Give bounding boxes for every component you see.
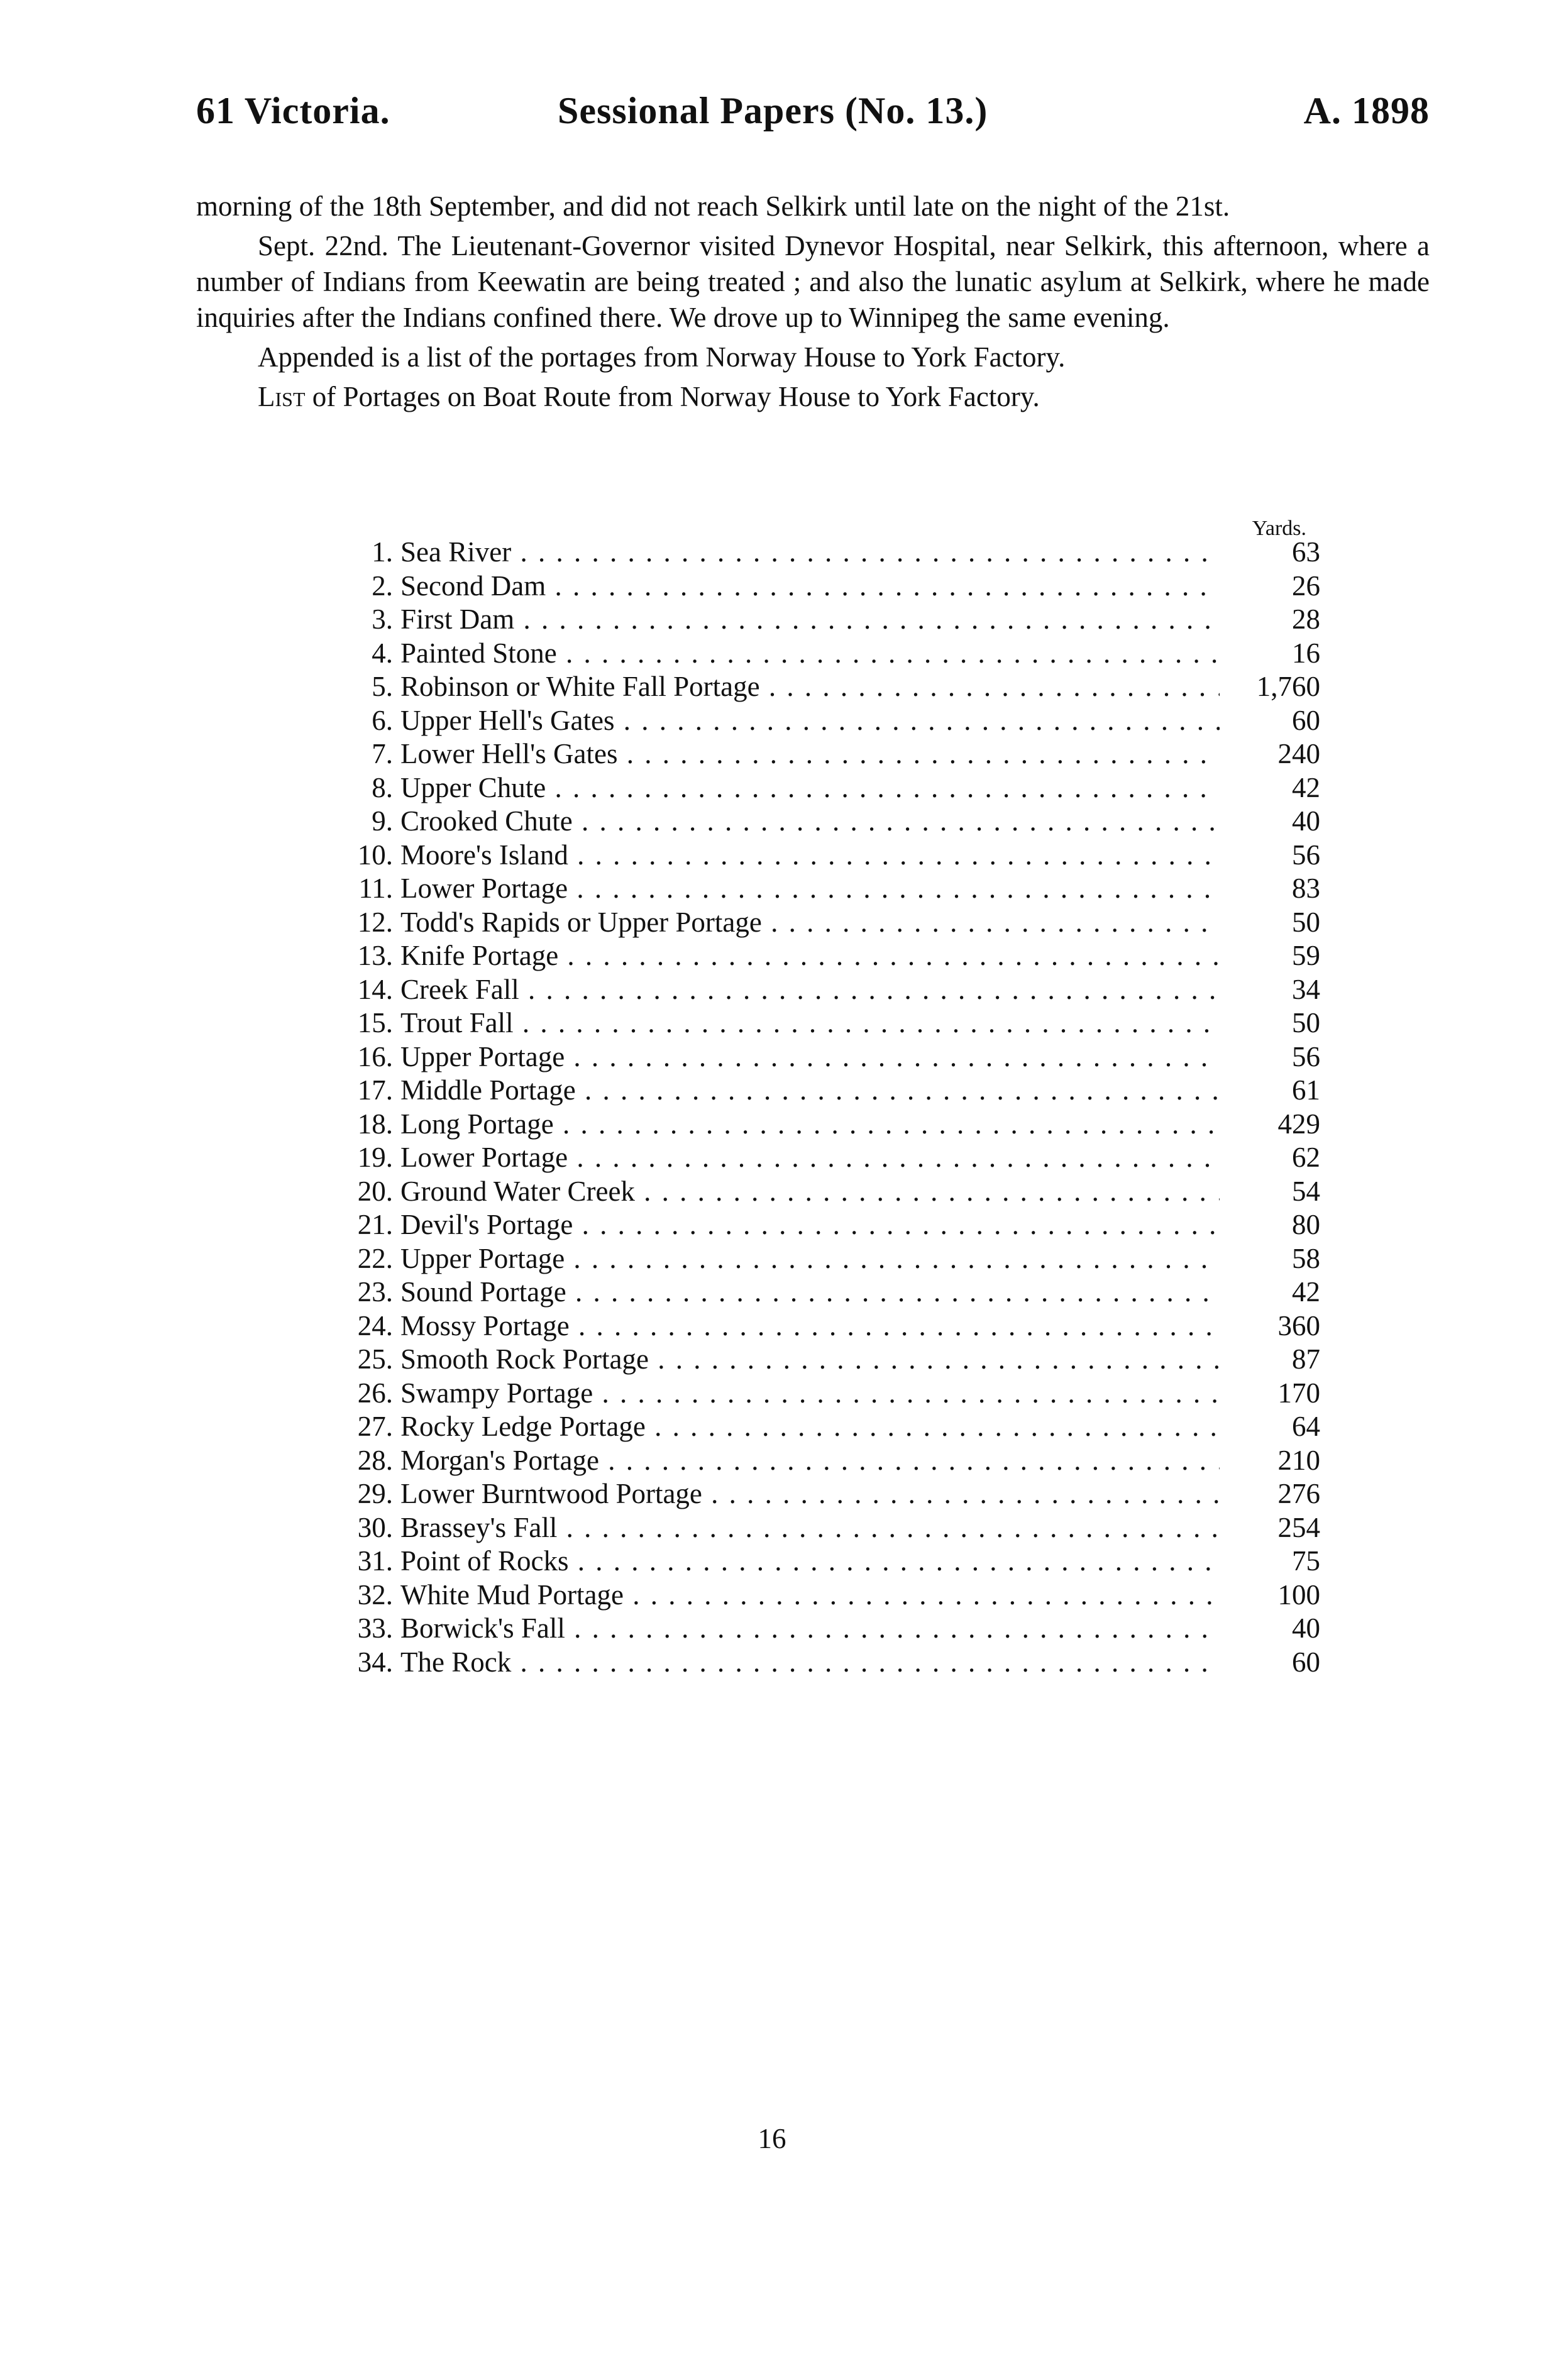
row-number: 33. xyxy=(357,1612,393,1644)
row-number: 7. xyxy=(372,738,393,769)
row-number: 2. xyxy=(372,570,393,602)
row-number: 11. xyxy=(358,873,393,904)
portage-yards: 56 xyxy=(1292,839,1320,871)
table-row xyxy=(314,1074,1320,1108)
portage-yards: 170 xyxy=(1277,1377,1320,1409)
row-number: 15. xyxy=(357,1007,393,1038)
table-row xyxy=(314,536,1320,570)
portage-yards: 83 xyxy=(1292,873,1320,904)
portage-name: Upper Hell's Gates . . . xyxy=(400,704,1220,738)
table-row xyxy=(314,1612,1320,1646)
portage-name: Lower Burntwood Portage . . . xyxy=(400,1477,1220,1511)
header-volume: 61 Victoria. xyxy=(196,90,390,131)
portage-name: Lower Portage . . . xyxy=(400,1141,1220,1175)
table-row xyxy=(314,1108,1320,1142)
table-row xyxy=(314,737,1320,771)
portage-yards: 64 xyxy=(1292,1411,1320,1442)
portage-name: White Mud Portage . . . xyxy=(400,1578,1220,1612)
paragraph-appended: Appended is a list of the portages from Norway House to York Factory. xyxy=(258,341,1066,373)
row-number: 3. xyxy=(372,603,393,635)
portage-yards: 50 xyxy=(1292,906,1320,938)
portage-name: Moore's Island . . . xyxy=(400,839,1220,873)
table-row xyxy=(314,1377,1320,1411)
row-number: 12. xyxy=(357,906,393,938)
portage-name: Upper Chute . . . xyxy=(400,771,1220,805)
portage-yards: 59 xyxy=(1292,940,1320,971)
portage-name: Todd's Rapids or Upper Portage . . . xyxy=(400,906,1220,940)
row-number: 13. xyxy=(357,940,393,971)
list-title xyxy=(196,379,1430,415)
portage-name: Second Dam . . . xyxy=(400,570,1220,603)
table-row xyxy=(314,1545,1320,1578)
portage-yards: 60 xyxy=(1292,704,1320,736)
portage-yards: 276 xyxy=(1277,1478,1320,1509)
body-text xyxy=(196,189,1430,419)
table-row xyxy=(314,839,1320,873)
table-row xyxy=(314,1006,1320,1040)
header-year: A. 1898 xyxy=(1303,90,1430,131)
row-number: 19. xyxy=(357,1142,393,1173)
portage-yards: 210 xyxy=(1277,1444,1320,1476)
table-row xyxy=(314,1444,1320,1478)
row-number: 18. xyxy=(357,1108,393,1140)
portage-yards: 429 xyxy=(1277,1108,1320,1140)
paragraph-continuation: morning of the 18th September, and did not reach Selkirk until late on the night of the 21st. xyxy=(196,190,1230,222)
row-number: 17. xyxy=(357,1074,393,1106)
yards-column-header xyxy=(314,503,1320,540)
table-row xyxy=(314,872,1320,906)
table-row xyxy=(314,1040,1320,1074)
portage-name: Long Portage . . . xyxy=(400,1108,1220,1142)
row-number: 26. xyxy=(357,1377,393,1409)
portage-yards: 60 xyxy=(1292,1646,1320,1678)
portage-name: Rocky Ledge Portage . . . xyxy=(400,1410,1220,1444)
portage-yards: 61 xyxy=(1292,1074,1320,1106)
table-row xyxy=(314,1511,1320,1545)
portage-name: Swampy Portage . . . xyxy=(400,1377,1220,1411)
row-number: 4. xyxy=(372,637,393,669)
portage-name: Ground Water Creek . . . xyxy=(400,1175,1220,1209)
portage-yards: 75 xyxy=(1292,1545,1320,1577)
portage-name: Upper Portage . . . xyxy=(400,1040,1220,1074)
paragraph-sept-22: Sept. 22nd. The Lieutenant-Governor visited Dynevor Hospital, near Selkirk, this afternoon, where a number of Indians from Keewatin are being treated ; and also the lunatic asylum at Selkirk, where he made inquiries after the Indians confined there. We drove up to Winnipeg the same evening. xyxy=(196,230,1430,333)
row-number: 8. xyxy=(372,771,393,803)
row-number: 6. xyxy=(372,704,393,736)
table-row xyxy=(314,1646,1320,1680)
row-number: 30. xyxy=(357,1511,393,1543)
table-row xyxy=(314,603,1320,637)
list-title-lead: List xyxy=(258,381,306,412)
portage-yards: 26 xyxy=(1292,570,1320,602)
portage-name: First Dam . . . xyxy=(400,603,1220,637)
portage-yards: 16 xyxy=(1292,637,1320,669)
header-title: Sessional Papers (No. 13.) xyxy=(558,90,988,131)
row-number: 10. xyxy=(357,839,393,871)
portage-yards: 56 xyxy=(1292,1040,1320,1072)
row-number: 16. xyxy=(357,1040,393,1072)
portage-name: Point of Rocks . . . xyxy=(400,1545,1220,1578)
yards-header-label: Yards. xyxy=(1252,517,1306,540)
portage-yards: 54 xyxy=(1292,1175,1320,1207)
page-number: 16 xyxy=(758,2123,786,2154)
portage-yards: 100 xyxy=(1277,1578,1320,1611)
portage-name: Borwick's Fall . . . xyxy=(400,1612,1220,1646)
portage-yards: 58 xyxy=(1292,1242,1320,1274)
portage-name: Painted Stone . . . xyxy=(400,637,1220,671)
portage-name: Trout Fall . . . xyxy=(400,1006,1220,1040)
portage-name: Robinson or White Fall Portage . . . xyxy=(400,670,1220,704)
table-row xyxy=(314,570,1320,603)
row-number: 5. xyxy=(372,671,393,702)
portage-yards: 42 xyxy=(1292,771,1320,803)
row-number: 34. xyxy=(357,1646,393,1678)
portage-yards: 40 xyxy=(1292,805,1320,837)
portage-yards: 360 xyxy=(1277,1309,1320,1342)
portage-name: The Rock . . . xyxy=(400,1646,1220,1680)
portage-yards: 87 xyxy=(1292,1343,1320,1375)
table-row xyxy=(314,939,1320,973)
row-number: 32. xyxy=(357,1578,393,1611)
row-number: 24. xyxy=(357,1309,393,1342)
portage-yards: 80 xyxy=(1292,1209,1320,1240)
portage-yards: 28 xyxy=(1292,603,1320,635)
portage-yards: 1,760 xyxy=(1256,671,1320,702)
row-number: 31. xyxy=(357,1545,393,1577)
table-row xyxy=(314,1343,1320,1377)
list-title-rest: of Portages on Boat Route from Norway House to York Factory. xyxy=(312,381,1040,412)
portage-yards: 40 xyxy=(1292,1612,1320,1644)
table-row xyxy=(314,637,1320,671)
portage-name: Mossy Portage . . . xyxy=(400,1309,1220,1343)
row-number: 22. xyxy=(357,1242,393,1274)
row-number: 1. xyxy=(372,536,393,568)
table-row xyxy=(314,670,1320,704)
portage-name: Crooked Chute . . . xyxy=(400,805,1220,839)
portage-name: Middle Portage . . . xyxy=(400,1074,1220,1108)
row-number: 9. xyxy=(372,805,393,837)
portage-name: Creek Fall . . . xyxy=(400,973,1220,1007)
running-header xyxy=(196,89,1430,140)
table-row xyxy=(314,973,1320,1007)
row-number: 14. xyxy=(357,973,393,1005)
row-number: 29. xyxy=(357,1478,393,1509)
table-row xyxy=(314,1275,1320,1309)
table-row xyxy=(314,1175,1320,1209)
table-row xyxy=(314,1309,1320,1343)
portage-name: Devil's Portage . . . xyxy=(400,1208,1220,1242)
table-row xyxy=(314,1578,1320,1612)
portage-table xyxy=(314,503,1320,1679)
portage-name: Brassey's Fall . . . xyxy=(400,1511,1220,1545)
portage-name: Sound Portage . . . xyxy=(400,1275,1220,1309)
portage-yards: 50 xyxy=(1292,1007,1320,1038)
row-number: 28. xyxy=(357,1444,393,1476)
table-row xyxy=(314,1208,1320,1242)
row-number: 20. xyxy=(357,1175,393,1207)
table-row xyxy=(314,771,1320,805)
portage-yards: 254 xyxy=(1277,1511,1320,1543)
portage-name: Lower Hell's Gates . . . xyxy=(400,737,1220,771)
portage-yards: 34 xyxy=(1292,973,1320,1005)
portage-yards: 62 xyxy=(1292,1142,1320,1173)
portage-name: Smooth Rock Portage . . . xyxy=(400,1343,1220,1377)
table-row xyxy=(314,1477,1320,1511)
table-row xyxy=(314,1410,1320,1444)
portage-name: Sea River . . . xyxy=(400,536,1220,570)
row-number: 23. xyxy=(357,1276,393,1308)
portage-name: Morgan's Portage . . . xyxy=(400,1444,1220,1478)
portage-name: Knife Portage . . . xyxy=(400,939,1220,973)
table-row xyxy=(314,1141,1320,1175)
row-number: 21. xyxy=(357,1209,393,1240)
portage-rows xyxy=(314,536,1320,1679)
table-row xyxy=(314,1242,1320,1276)
row-number: 25. xyxy=(357,1343,393,1375)
portage-name: Lower Portage . . . xyxy=(400,872,1220,906)
portage-yards: 240 xyxy=(1277,738,1320,769)
table-row xyxy=(314,704,1320,738)
table-row xyxy=(314,805,1320,839)
portage-yards: 63 xyxy=(1292,536,1320,568)
row-number: 27. xyxy=(357,1411,393,1442)
portage-yards: 42 xyxy=(1292,1276,1320,1308)
portage-name: Upper Portage . . . xyxy=(400,1242,1220,1276)
table-row xyxy=(314,906,1320,940)
